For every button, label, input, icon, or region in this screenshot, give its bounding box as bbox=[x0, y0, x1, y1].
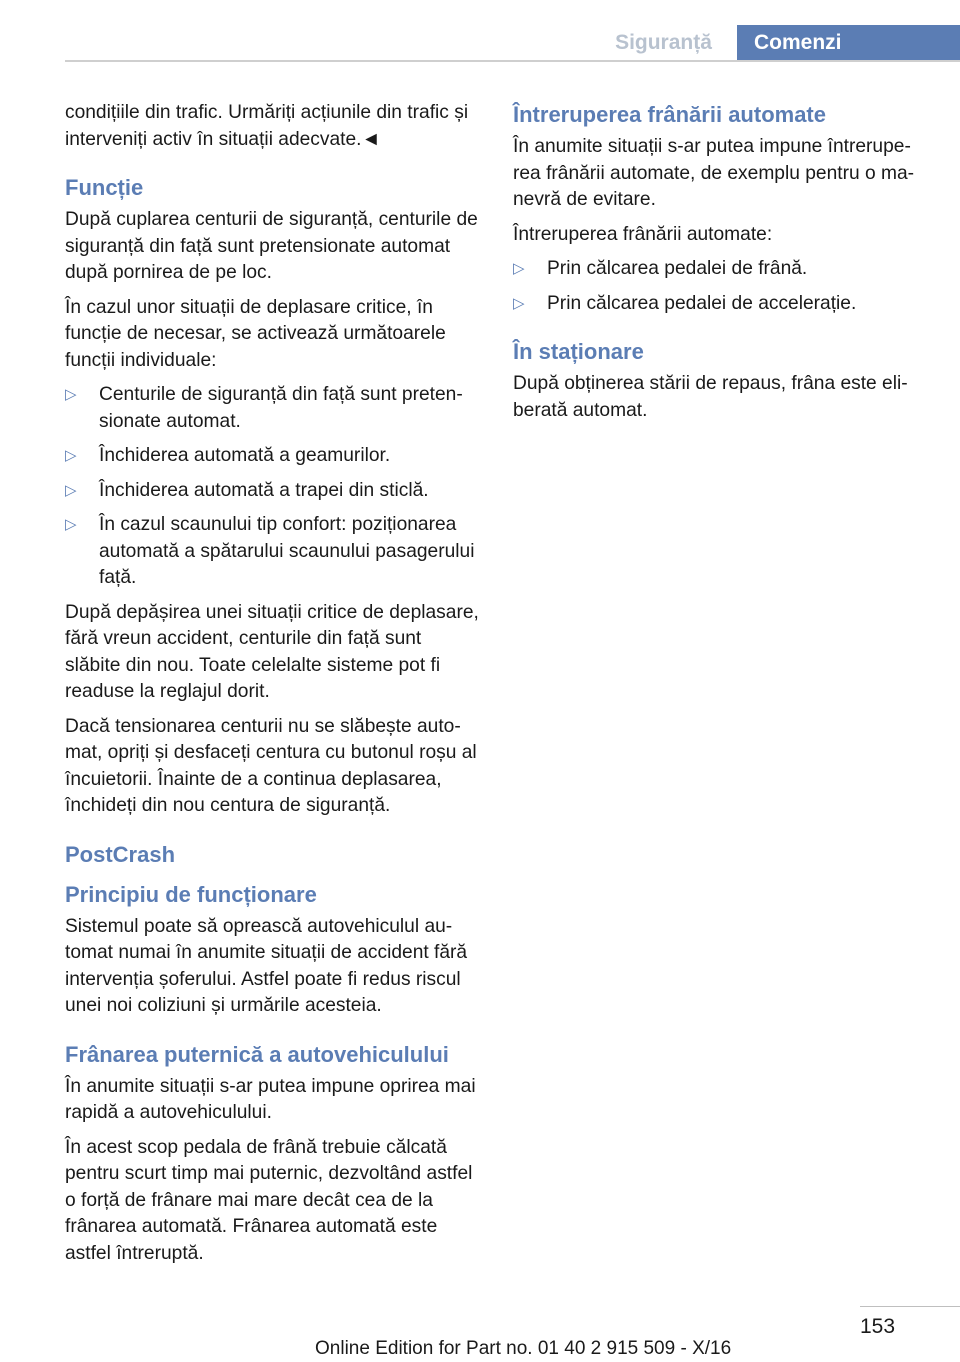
list-item bbox=[513, 256, 928, 283]
header-divider bbox=[65, 60, 960, 62]
heading-stationare: În staționare bbox=[513, 339, 644, 364]
triangle-bullet-icon: ▷ bbox=[513, 294, 525, 312]
heading-postcrash: PostCrash bbox=[65, 841, 176, 867]
intro-paragraph: condițiile din trafic. Urmăriți acțiunile din trafic și interveniți activ în situații adecvate.◄ bbox=[65, 102, 469, 150]
stationare-paragraph: După obținerea stării de repaus, frâna este eliberată automat. bbox=[513, 373, 908, 421]
list-item bbox=[65, 512, 479, 592]
franarea-paragraph-1: În anumite situații s-ar putea impune oprirea mai rapidă a autovehiculului. bbox=[65, 1075, 476, 1123]
list-item-text: Închiderea automată a trapei din sticlă. bbox=[99, 479, 429, 501]
intrerupere-paragraph-2: Întreruperea frânării automate: bbox=[513, 223, 773, 245]
principiu-paragraph: Sistemul poate să oprească autovehiculul automat numai în anumite situații de accident fără intervenția șoferului. Astfel poate fi redus riscul unei noi coliziuni și urmările acesteia. bbox=[65, 915, 468, 1016]
intrerupere-paragraph-1: În anumite situații s-ar putea impune întreruperea frânării automate, de exemplu pentru o manevră de evitare. bbox=[513, 136, 915, 210]
intrerupere-bullet-list bbox=[513, 256, 928, 317]
triangle-bullet-icon: ▷ bbox=[65, 386, 77, 403]
franarea-paragraph-2: În acest scop pedala de frână trebuie călcată pentru scurt timp mai puternic, dezvoltând astfel o forță de frânare mai mare decât cea de la frânarea automată. Frânarea automată este astfel întreruptă. bbox=[65, 1136, 473, 1264]
heading-intrerupere: Întreruperea frânării automate bbox=[513, 102, 826, 127]
list-item-text: Închiderea automată a geamurilor. bbox=[99, 445, 391, 466]
list-item-text: Prin călcarea pedalei de frână. bbox=[547, 258, 808, 279]
heading-franarea: Frânarea puternică a autovehiculului bbox=[65, 1041, 449, 1067]
belt-release-paragraph: Dacă tensionarea centurii nu se slăbește automat, opriți și desfaceți centura cu butonul roșu al încuietorii. Înainte de a continua deplasarea, închideți din nou centura de siguranță. bbox=[65, 715, 477, 816]
list-item-text: Prin călcarea pedalei de accelerație. bbox=[547, 292, 857, 314]
left-column bbox=[65, 100, 479, 1275]
list-item bbox=[513, 291, 928, 318]
footer-divider bbox=[860, 1306, 960, 1307]
functie-paragraph-2: În cazul unor situații de deplasare critice, în funcție de necesar, se activează următoarele funcții individuale: bbox=[65, 296, 446, 371]
heading-functie: Funcție bbox=[65, 175, 144, 200]
triangle-bullet-icon: ▷ bbox=[65, 516, 77, 533]
triangle-bullet-icon: ▷ bbox=[65, 447, 77, 464]
list-item bbox=[65, 478, 479, 505]
list-item-text: În cazul scaunului tip confort: poziționarea automată a spătarului scaunului pasagerului față. bbox=[99, 514, 475, 588]
after-critical-paragraph: După depășirea unei situații critice de deplasare, fără vreun accident, centurile din față sunt slăbite din nou. Toate celelalte sisteme pot fi readuse la reglajul dorit. bbox=[65, 601, 479, 702]
functie-paragraph-1: După cuplarea centurii de siguranță, centurile de siguranță din față sunt pretensionate automat după pornirea de pe loc. bbox=[65, 209, 478, 283]
list-item bbox=[65, 443, 479, 470]
list-item bbox=[65, 382, 479, 435]
edition-footer: Online Edition for Part no. 01 40 2 915 509 - X/16 bbox=[315, 1338, 732, 1359]
header-chapter-tab: Comenzi bbox=[737, 25, 960, 62]
right-column bbox=[513, 100, 928, 432]
page-number: 153 bbox=[860, 1315, 896, 1338]
triangle-bullet-icon: ▷ bbox=[65, 481, 77, 499]
heading-principiu: Principiu de funcționare bbox=[65, 881, 317, 907]
list-item-text: Centurile de siguranță din față sunt pretensionate automat. bbox=[99, 384, 463, 432]
triangle-bullet-icon: ▷ bbox=[513, 260, 525, 277]
header-section-label: Siguranță bbox=[615, 31, 712, 54]
functie-bullet-list bbox=[65, 382, 479, 592]
